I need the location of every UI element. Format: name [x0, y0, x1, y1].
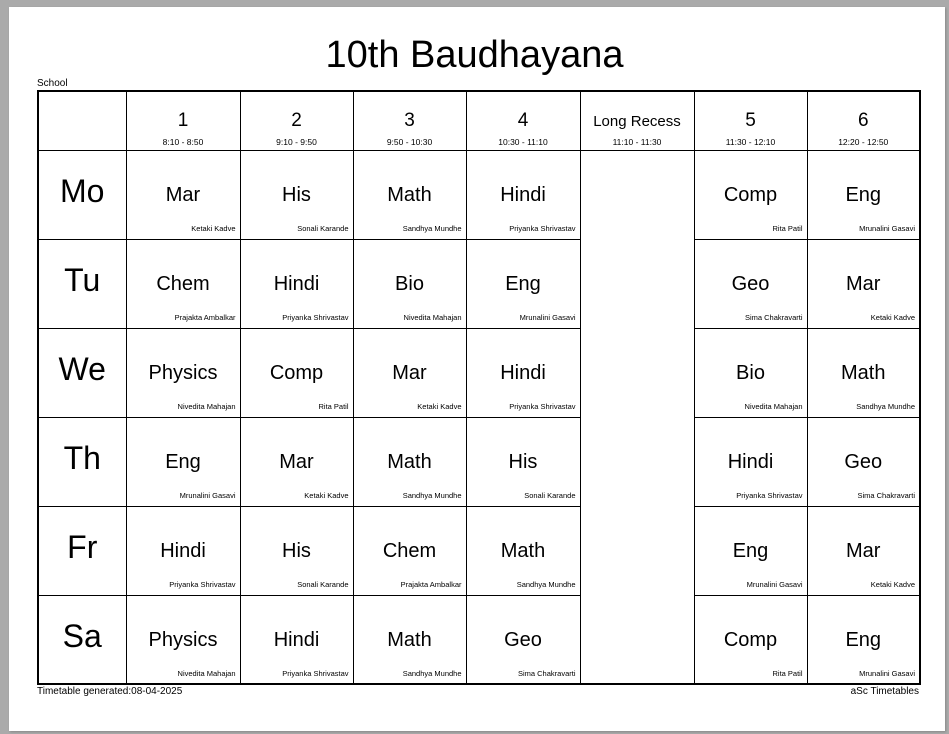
day-row-th: [38, 417, 920, 506]
lesson-subject: Geo: [504, 628, 542, 651]
period-number: 5: [745, 110, 756, 131]
lesson-teacher: Nivedita Mahajan: [177, 668, 236, 678]
lesson-cell: [126, 328, 240, 417]
brand-label: aSc Timetables: [850, 686, 919, 697]
lesson-subject: Eng: [732, 539, 769, 562]
lesson-teacher: Prajakta Ambalkar: [174, 312, 236, 322]
lesson-subject: His: [282, 183, 311, 206]
header-row: [38, 91, 920, 150]
lesson-subject: Geo: [844, 450, 883, 473]
lesson-subject: Eng: [165, 450, 201, 473]
period-time: 10:30 - 11:10: [498, 137, 548, 147]
period-time: 12:20 - 12:50: [838, 137, 889, 147]
lesson-cell: [807, 328, 920, 417]
lesson-subject: Bio: [395, 272, 424, 295]
lesson-cell: [694, 417, 807, 506]
lesson-teacher: Priyanka Shrivastav: [282, 668, 349, 678]
day-label: Th: [63, 439, 101, 476]
lesson-cell: [126, 595, 240, 684]
lesson-subject: Mar: [279, 450, 314, 473]
lesson-cell: [466, 417, 580, 506]
lesson-subject: Hindi: [500, 361, 546, 384]
lesson-teacher: Ketaki Kadve: [417, 401, 462, 411]
lesson-subject: Comp: [269, 361, 324, 384]
lesson-teacher: Priyanka Shrivastav: [282, 312, 349, 322]
day-label-cell: [38, 150, 126, 239]
lesson-teacher: Mrunalini Gasavi: [746, 579, 803, 589]
period-number: 3: [404, 110, 415, 131]
lesson-cell: [694, 506, 807, 595]
lesson-teacher: Sonali Karande: [297, 579, 349, 589]
lesson-cell: [240, 239, 353, 328]
day-label: Fr: [67, 528, 98, 565]
period-header: [240, 91, 353, 150]
lesson-teacher: Ketaki Kadve: [191, 223, 236, 233]
period-number: 4: [517, 110, 529, 131]
lesson-cell: [353, 239, 466, 328]
day-label-cell: [38, 239, 126, 328]
day-row-mo: [38, 150, 920, 239]
generated-date: Timetable generated:08-04-2025: [37, 686, 183, 697]
period-header: [126, 91, 240, 150]
lesson-teacher: Ketaki Kadve: [304, 490, 349, 500]
lesson-teacher: Priyanka Shrivastav: [736, 490, 803, 500]
day-label: Tu: [64, 261, 101, 298]
lesson-subject: Mar: [846, 539, 881, 562]
lesson-teacher: Ketaki Kadve: [870, 579, 915, 589]
lesson-teacher: Mrunalini Gasavi: [859, 668, 915, 678]
timetable-grid: [37, 90, 921, 685]
lesson-cell: [807, 417, 920, 506]
lesson-teacher: Mrunalini Gasavi: [859, 223, 915, 233]
day-row-we: [38, 328, 920, 417]
period-time: 8:10 - 8:50: [162, 137, 204, 147]
lesson-cell: [466, 239, 580, 328]
lesson-teacher: Nivedita Mahajan: [177, 401, 236, 411]
lesson-cell: [694, 595, 807, 684]
lesson-teacher: Nivedita Mahajan: [403, 312, 462, 322]
day-row-fr: [38, 506, 920, 595]
lesson-cell: [466, 595, 580, 684]
day-label: Sa: [62, 617, 102, 654]
lesson-cell: [126, 417, 240, 506]
lesson-cell: [353, 506, 466, 595]
lesson-cell: [466, 506, 580, 595]
lesson-cell: [353, 328, 466, 417]
period-time: 9:10 - 9:50: [276, 137, 317, 147]
lesson-subject: Physics: [148, 628, 218, 651]
lesson-teacher: Priyanka Shrivastav: [509, 401, 576, 411]
lesson-subject: Hindi: [160, 539, 206, 562]
period-header: [466, 91, 580, 150]
lesson-subject: Eng: [845, 183, 882, 206]
lesson-subject: Math: [841, 361, 886, 384]
corner-cell: [38, 91, 126, 150]
lesson-subject: His: [282, 539, 311, 562]
lesson-cell: [807, 239, 920, 328]
lesson-teacher: Sima Chakravarti: [744, 312, 803, 322]
lesson-teacher: Sandhya Mundhe: [856, 401, 915, 411]
lesson-cell: [694, 328, 807, 417]
lesson-cell: [126, 506, 240, 595]
lesson-subject: Eng: [845, 628, 882, 651]
lesson-subject: Comp: [723, 628, 778, 651]
lesson-subject: His: [508, 450, 538, 473]
lesson-cell: [240, 150, 353, 239]
lesson-subject: Comp: [723, 183, 778, 206]
recess-label: Long Recess: [593, 113, 681, 130]
lesson-subject: Mar: [392, 361, 427, 384]
lesson-subject: Mar: [846, 272, 881, 295]
lesson-cell: [807, 506, 920, 595]
lesson-subject: Math: [387, 450, 432, 473]
lesson-teacher: Sandhya Mundhe: [402, 223, 462, 233]
lesson-teacher: Sandhya Mundhe: [402, 668, 462, 678]
lesson-cell: [240, 328, 353, 417]
lesson-teacher: Sandhya Mundhe: [402, 490, 462, 500]
lesson-cell: [807, 150, 920, 239]
lesson-subject: Hindi: [273, 628, 320, 651]
lesson-cell: [694, 150, 807, 239]
lesson-cell: [353, 150, 466, 239]
lesson-subject: Physics: [148, 361, 218, 384]
lesson-subject: Math: [387, 628, 432, 651]
lesson-teacher: Priyanka Shrivastav: [169, 579, 236, 589]
lesson-cell: [126, 239, 240, 328]
period-time: 11:30 - 12:10: [725, 137, 776, 147]
period-header: [353, 91, 466, 150]
lesson-cell: [126, 150, 240, 239]
lesson-cell: [240, 506, 353, 595]
lesson-teacher: Nivedita Mahajan: [744, 401, 803, 411]
lesson-teacher: Sima Chakravarti: [857, 490, 915, 500]
lesson-teacher: Prajakta Ambalkar: [400, 579, 462, 589]
recess-column: [580, 150, 694, 684]
lesson-teacher: Priyanka Shrivastav: [509, 223, 576, 233]
lesson-teacher: Mrunalini Gasavi: [179, 490, 236, 500]
school-label: School: [37, 78, 68, 89]
lesson-subject: Math: [387, 183, 432, 206]
lesson-cell: [466, 328, 580, 417]
lesson-subject: Hindi: [500, 183, 546, 206]
period-header: [694, 91, 807, 150]
recess-header: [580, 91, 694, 150]
lesson-teacher: Sandhya Mundhe: [516, 579, 576, 589]
lesson-teacher: Sonali Karande: [524, 490, 576, 500]
lesson-teacher: Rita Patil: [318, 401, 349, 411]
period-header: [807, 91, 920, 150]
lesson-subject: Hindi: [273, 272, 320, 295]
lesson-teacher: Sima Chakravarti: [517, 668, 576, 678]
lesson-cell: [353, 417, 466, 506]
lesson-teacher: Sonali Karande: [297, 223, 349, 233]
lesson-subject: Chem: [382, 539, 437, 562]
page-title: 10th Baudhayana: [325, 34, 624, 76]
day-label-cell: [38, 417, 126, 506]
lesson-subject: Chem: [156, 272, 210, 295]
day-label-cell: [38, 328, 126, 417]
lesson-teacher: Rita Patil: [772, 223, 803, 233]
lesson-subject: Math: [500, 539, 546, 562]
lesson-teacher: Mrunalini Gasavi: [519, 312, 576, 322]
day-label-cell: [38, 595, 126, 684]
lesson-teacher: Ketaki Kadve: [870, 312, 915, 322]
lesson-cell: [694, 239, 807, 328]
lesson-subject: Geo: [731, 272, 770, 295]
day-label: We: [58, 350, 106, 387]
day-row-tu: [38, 239, 920, 328]
day-label-cell: [38, 506, 126, 595]
lesson-cell: [807, 595, 920, 684]
period-number: 6: [857, 110, 869, 131]
lesson-subject: Mar: [165, 183, 201, 206]
period-number: 1: [177, 110, 189, 131]
day-label: Mo: [60, 172, 105, 209]
lesson-cell: [240, 417, 353, 506]
lesson-cell: [353, 595, 466, 684]
lesson-subject: Eng: [505, 272, 541, 295]
lesson-teacher: Rita Patil: [772, 668, 803, 678]
period-number: 2: [291, 110, 302, 131]
period-time: 9:50 - 10:30: [386, 137, 433, 147]
lesson-cell: [240, 595, 353, 684]
lesson-subject: Hindi: [727, 450, 774, 473]
recess-time: 11:10 - 11:30: [612, 137, 662, 147]
lesson-subject: Bio: [736, 361, 765, 384]
lesson-cell: [466, 150, 580, 239]
day-row-sa: [38, 595, 920, 684]
